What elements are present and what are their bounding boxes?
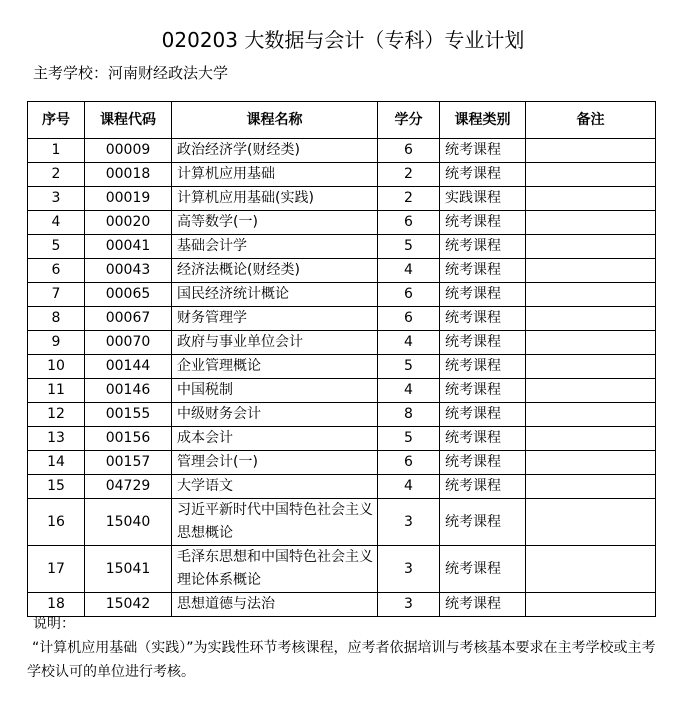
cell-code: 04729: [85, 475, 172, 499]
cell-no: 17: [28, 546, 85, 593]
cell-code: 00065: [85, 283, 172, 307]
cell-credit: 5: [378, 235, 440, 259]
cell-credit: 4: [378, 379, 440, 403]
cell-name: 管理会计(一): [172, 451, 378, 475]
cell-note: [526, 499, 656, 546]
cell-name: 习近平新时代中国特色社会主义思想概论: [172, 499, 378, 546]
cell-type: 统考课程: [440, 427, 526, 451]
cell-credit: 4: [378, 475, 440, 499]
cell-name: 政治经济学(财经类): [172, 139, 378, 163]
cell-code: 15042: [85, 593, 172, 617]
cell-type: 统考课程: [440, 403, 526, 427]
cell-no: 4: [28, 211, 85, 235]
cell-credit: 6: [378, 307, 440, 331]
cell-no: 18: [28, 593, 85, 617]
cell-no: 15: [28, 475, 85, 499]
cell-code: 00144: [85, 355, 172, 379]
cell-no: 12: [28, 403, 85, 427]
cell-note: [526, 475, 656, 499]
cell-name: 计算机应用基础: [172, 163, 378, 187]
cell-note: [526, 139, 656, 163]
cell-type: 统考课程: [440, 211, 526, 235]
table-row: [28, 187, 656, 211]
table-row: [28, 451, 656, 475]
cell-credit: 2: [378, 187, 440, 211]
cell-name: 思想道德与法治: [172, 593, 378, 617]
table-row: [28, 427, 656, 451]
cell-type: 统考课程: [440, 163, 526, 187]
cell-credit: 6: [378, 139, 440, 163]
table-row: [28, 475, 656, 499]
cell-name: 中国税制: [172, 379, 378, 403]
cell-type: 统考课程: [440, 283, 526, 307]
cell-credit: 6: [378, 283, 440, 307]
cell-note: [526, 331, 656, 355]
cell-note: [526, 259, 656, 283]
cell-code: 00018: [85, 163, 172, 187]
cell-name: 计算机应用基础(实践): [172, 187, 378, 211]
header-no: 序号: [28, 102, 85, 139]
cell-note: [526, 427, 656, 451]
cell-type: 实践课程: [440, 187, 526, 211]
cell-name: 政府与事业单位会计: [172, 331, 378, 355]
cell-code: 00043: [85, 259, 172, 283]
cell-type: 统考课程: [440, 451, 526, 475]
cell-no: 13: [28, 427, 85, 451]
cell-note: [526, 451, 656, 475]
table-header-row: [28, 102, 656, 139]
cell-note: [526, 307, 656, 331]
table-row: [28, 259, 656, 283]
cell-no: 10: [28, 355, 85, 379]
cell-type: 统考课程: [440, 355, 526, 379]
cell-no: 2: [28, 163, 85, 187]
table-row: [28, 163, 656, 187]
table-row: [28, 593, 656, 617]
cell-name: 基础会计学: [172, 235, 378, 259]
header-name: 课程名称: [172, 102, 378, 139]
cell-credit: 2: [378, 163, 440, 187]
cell-code: 00146: [85, 379, 172, 403]
header-credit: 学分: [378, 102, 440, 139]
cell-type: 统考课程: [440, 546, 526, 593]
school-line: 主考学校：河南财经政法大学: [33, 64, 229, 82]
cell-note: [526, 187, 656, 211]
table-row: [28, 379, 656, 403]
table-row: [28, 499, 656, 546]
cell-type: 统考课程: [440, 593, 526, 617]
cell-code: 00020: [85, 211, 172, 235]
cell-type: 统考课程: [440, 235, 526, 259]
cell-note: [526, 593, 656, 617]
cell-name: 高等数学(一): [172, 211, 378, 235]
cell-code: 00157: [85, 451, 172, 475]
cell-type: 统考课程: [440, 307, 526, 331]
cell-note: [526, 235, 656, 259]
table-row: [28, 355, 656, 379]
cell-code: 00041: [85, 235, 172, 259]
cell-credit: 3: [378, 499, 440, 546]
cell-no: 6: [28, 259, 85, 283]
table-row: [28, 307, 656, 331]
cell-type: 统考课程: [440, 499, 526, 546]
table-row: [28, 139, 656, 163]
cell-note: [526, 546, 656, 593]
cell-type: 统考课程: [440, 259, 526, 283]
header-note: 备注: [526, 102, 656, 139]
table-row: [28, 331, 656, 355]
cell-name: 国民经济统计概论: [172, 283, 378, 307]
cell-name: 企业管理概论: [172, 355, 378, 379]
cell-no: 3: [28, 187, 85, 211]
cell-note: [526, 403, 656, 427]
cell-credit: 8: [378, 403, 440, 427]
table-row: [28, 211, 656, 235]
cell-code: 00070: [85, 331, 172, 355]
page-title: 020203 大数据与会计（专科）专业计划: [161, 28, 525, 52]
cell-credit: 4: [378, 259, 440, 283]
cell-no: 14: [28, 451, 85, 475]
cell-code: 00156: [85, 427, 172, 451]
cell-credit: 4: [378, 331, 440, 355]
cell-name: 中级财务会计: [172, 403, 378, 427]
cell-name: 财务管理学: [172, 307, 378, 331]
table-row: [28, 235, 656, 259]
cell-credit: 3: [378, 593, 440, 617]
cell-name: 大学语文: [172, 475, 378, 499]
cell-note: [526, 211, 656, 235]
cell-code: 00009: [85, 139, 172, 163]
cell-note: [526, 379, 656, 403]
cell-code: 00155: [85, 403, 172, 427]
cell-code: 00019: [85, 187, 172, 211]
cell-name: 经济法概论(财经类): [172, 259, 378, 283]
cell-type: 统考课程: [440, 379, 526, 403]
cell-note: [526, 355, 656, 379]
cell-no: 11: [28, 379, 85, 403]
cell-no: 7: [28, 283, 85, 307]
course-plan-table: [27, 101, 656, 617]
cell-no: 8: [28, 307, 85, 331]
cell-credit: 6: [378, 211, 440, 235]
header-code: 课程代码: [85, 102, 172, 139]
cell-credit: 5: [378, 427, 440, 451]
table-row: [28, 403, 656, 427]
cell-no: 1: [28, 139, 85, 163]
cell-credit: 6: [378, 451, 440, 475]
table-row: [28, 283, 656, 307]
cell-no: 16: [28, 499, 85, 546]
cell-type: 统考课程: [440, 475, 526, 499]
cell-credit: 3: [378, 546, 440, 593]
cell-name: 成本会计: [172, 427, 378, 451]
cell-type: 统考课程: [440, 139, 526, 163]
cell-type: 统考课程: [440, 331, 526, 355]
cell-code: 15040: [85, 499, 172, 546]
table-row: [28, 546, 656, 593]
cell-name: 毛泽东思想和中国特色社会主义理论体系概论: [172, 546, 378, 593]
cell-note: [526, 163, 656, 187]
cell-code: 15041: [85, 546, 172, 593]
cell-no: 5: [28, 235, 85, 259]
notes-text: “计算机应用基础（实践）”为实践性环节考核课程，应考者依据培训与考核基本要求在主考学校或主考学校认可的单位进行考核。: [27, 640, 656, 680]
notes-label: 说明：: [33, 616, 75, 632]
cell-no: 9: [28, 331, 85, 355]
cell-code: 00067: [85, 307, 172, 331]
cell-note: [526, 283, 656, 307]
header-type: 课程类别: [440, 102, 526, 139]
cell-credit: 5: [378, 355, 440, 379]
